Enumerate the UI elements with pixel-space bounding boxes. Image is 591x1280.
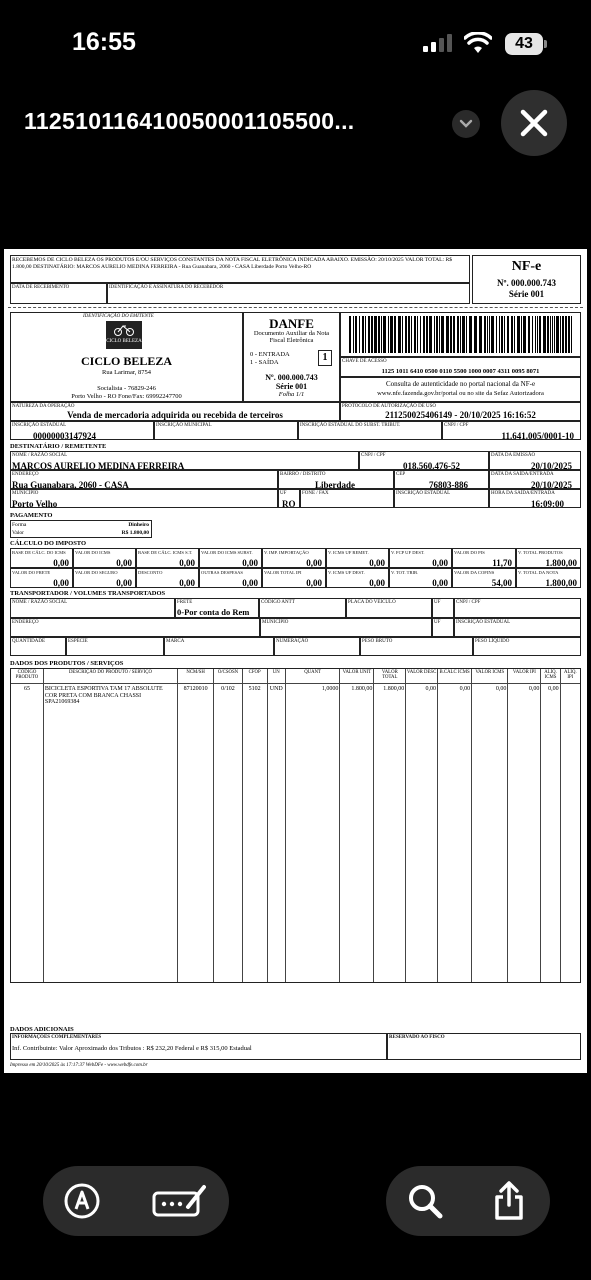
label: ENDEREÇO xyxy=(12,472,39,477)
t-uf2-box xyxy=(432,618,454,637)
emitente-name: CICLO BELEZA xyxy=(80,354,173,368)
table-cell: 1,0000 xyxy=(321,686,339,692)
dest-nome: MARCOS AURELIO MEDINA FERREIRA xyxy=(12,461,185,471)
emitente-address: Rua Larimar, 8754 xyxy=(101,369,152,376)
natureza-operacao: Venda de mercadoria adquirida ou recebida de terceiros xyxy=(67,410,283,420)
table-header: DESCRIÇÃO DO PRODUTO / SERVIÇO xyxy=(44,669,177,684)
t-nome-box xyxy=(10,598,175,618)
signature-icon xyxy=(152,1183,206,1219)
tax-cell xyxy=(389,568,452,588)
tax-value: 0,00 xyxy=(242,578,258,588)
t-pb-box xyxy=(360,637,473,656)
table-column xyxy=(561,669,580,982)
t-frete-box xyxy=(175,598,259,618)
fone-box xyxy=(300,489,394,508)
identificacao-box xyxy=(107,283,470,304)
label: V. TOTAL PRODUTOS xyxy=(518,550,563,555)
label: FRETE xyxy=(177,600,193,605)
chave-acesso: 1125 1011 6410 0500 0110 5500 1000 0007 4311 0095 8071 xyxy=(381,368,540,375)
tax-value: 0,00 xyxy=(369,578,385,588)
label: V. IMP. IMPORTAÇÃO xyxy=(264,550,309,555)
table-cell: 87120010 xyxy=(183,686,208,692)
tax-cell xyxy=(199,568,262,588)
table-column xyxy=(406,669,438,982)
table-column xyxy=(44,669,178,982)
nfe-label: NF-e xyxy=(511,259,542,274)
label: VALOR DA COFINS xyxy=(454,570,495,575)
t-ie-box xyxy=(454,618,581,637)
label: PROTOCOLO DE AUTORIZAÇÃO DE USO xyxy=(342,404,436,409)
tax-value: 0,00 xyxy=(306,578,322,588)
label: INSCRIÇÃO ESTADUAL DO SUBST. TRIBUT. xyxy=(300,423,401,428)
tax-value: 0,00 xyxy=(432,578,448,588)
table-column xyxy=(286,669,341,982)
data-saida: 20/10/2025 xyxy=(530,480,572,490)
tax-value: 0,00 xyxy=(369,558,385,568)
t-marca-box xyxy=(164,637,274,656)
nfe-number: Nº. 000.000.743 xyxy=(497,278,556,288)
label: V. FCP UF DEST. xyxy=(391,550,425,555)
close-button[interactable] xyxy=(501,90,567,156)
section-title: TRANSPORTADOR / VOLUMES TRANSPORTADOS xyxy=(10,590,166,597)
table-header: VALOR TOTAL xyxy=(374,669,405,684)
table-cell: UND xyxy=(269,686,283,692)
label: ENDEREÇO xyxy=(12,620,39,625)
label: DATA DA EMISSÃO xyxy=(491,453,536,458)
tax-cell xyxy=(10,568,73,588)
table-cell: 0,00 xyxy=(495,686,507,692)
label: INSCRIÇÃO ESTADUAL xyxy=(456,620,511,625)
title-menu-button[interactable] xyxy=(452,110,480,138)
dest-cpf-box xyxy=(359,451,489,470)
file-title[interactable]: 112510116410050001105500... xyxy=(24,108,355,134)
tax-cell xyxy=(389,548,452,568)
tax-cell xyxy=(326,548,389,568)
t-uf-box xyxy=(432,598,454,618)
uf: RO xyxy=(282,499,296,509)
label: NUMERAÇÃO xyxy=(276,639,309,644)
fisco-box xyxy=(387,1033,581,1060)
tax-cell xyxy=(262,548,326,568)
entrada-label: 0 - ENTRADA xyxy=(250,351,290,358)
label: DESCONTO xyxy=(138,570,163,575)
table-column xyxy=(472,669,508,982)
t-esp-box xyxy=(66,637,164,656)
label: FONE / FAX xyxy=(302,491,329,496)
label: VALOR TOTAL IPI xyxy=(264,570,302,575)
chevron-down-icon xyxy=(459,119,473,129)
search-icon xyxy=(407,1183,443,1219)
dest-nome-box xyxy=(10,451,359,470)
label: UF xyxy=(280,491,287,496)
tax-value: 0,00 xyxy=(53,578,69,588)
table-header: ALÍQ. IPI xyxy=(561,669,580,684)
label: RESERVADO AO FISCO xyxy=(389,1035,445,1040)
bairro-box xyxy=(278,470,394,489)
municipio-box xyxy=(10,489,278,508)
table-header: VALOR UNIT xyxy=(340,669,373,684)
data-recebimento-box xyxy=(10,283,107,304)
table-header: CFOP xyxy=(243,669,267,684)
emissao-box xyxy=(489,451,581,470)
label: DATA DE RECEBIMENTO xyxy=(12,285,70,290)
table-column xyxy=(340,669,374,982)
table-cell: 1.800,00 xyxy=(383,686,405,692)
label: VALOR DO ICMS xyxy=(75,550,111,555)
label: NOME / RAZÃO SOCIAL xyxy=(12,600,68,605)
tax-cell xyxy=(73,548,136,568)
label: UF xyxy=(434,620,441,625)
table-column xyxy=(374,669,406,982)
table-cell: 0,00 xyxy=(528,686,540,692)
section-title: DADOS ADICIONAIS xyxy=(10,1026,74,1033)
label: NATUREZA DA OPERAÇÃO xyxy=(12,404,75,409)
label: HORA DA SAÍDA/ENTRADA xyxy=(491,491,555,496)
table-column xyxy=(11,669,44,982)
close-icon xyxy=(520,109,548,137)
table-cell: 0,00 xyxy=(425,686,437,692)
consulta-text: Consulta de autenticidade no portal nacional da NF-e xyxy=(385,380,536,388)
label: BAIRRO / DISTRITO xyxy=(280,472,326,477)
tax-cell xyxy=(452,548,516,568)
label: CEP xyxy=(396,472,406,477)
label: MARCA xyxy=(166,639,185,644)
table-column xyxy=(541,669,560,982)
protocolo: 211250025406149 - 20/10/2025 16:16:52 xyxy=(385,410,536,420)
table-header: VALOR ICMS xyxy=(472,669,507,684)
im-box xyxy=(154,421,298,440)
battery-indicator: 43 xyxy=(505,33,543,55)
label: MUNICÍPIO xyxy=(12,491,39,496)
frete: 0-Por conta do Rem xyxy=(177,607,250,617)
data-emissao: 20/10/2025 xyxy=(530,461,572,471)
t-pl-box xyxy=(473,637,581,656)
tax-value: 0,00 xyxy=(306,558,322,568)
emitente-phone: Porto Velho - RO Fone/Fax: 69992247700 xyxy=(71,393,182,400)
uf-box xyxy=(278,489,300,508)
label: ESPÉCIE xyxy=(68,639,88,644)
table-header: QUANT xyxy=(286,669,340,684)
tipo-operacao: 1 xyxy=(318,350,332,366)
danfe-subtitle: Fiscal Eletrônica xyxy=(269,337,314,344)
nfe-serie: Série 001 xyxy=(508,289,545,299)
label: INSCRIÇÃO ESTADUAL xyxy=(12,423,67,428)
products-table xyxy=(10,668,581,983)
table-column xyxy=(178,669,214,982)
cep-box xyxy=(394,470,489,489)
emitente-bairro: Socialista - 76829-246 xyxy=(97,385,156,392)
table-column xyxy=(268,669,286,982)
label: PESO LÍQUIDO xyxy=(475,639,510,644)
label: V. TOT. TRIB. xyxy=(391,570,419,575)
label: UF xyxy=(434,600,441,605)
table-cell: 0,00 xyxy=(459,686,471,692)
barcode xyxy=(349,316,574,353)
markup-button[interactable] xyxy=(53,1172,111,1230)
tax-value: 0,00 xyxy=(116,578,132,588)
table-cell: 65 xyxy=(23,686,30,692)
info-box xyxy=(10,1033,387,1060)
table-header: VALOR IPI xyxy=(508,669,540,684)
hora-box xyxy=(489,489,581,508)
cnpj-box xyxy=(442,421,581,440)
label: V. ICMS UF REMET. xyxy=(328,550,369,555)
tax-value: 1.800,00 xyxy=(545,558,577,568)
ie-box xyxy=(10,421,154,440)
clock: 16:55 xyxy=(72,28,136,56)
nfe-box xyxy=(472,255,581,304)
table-column xyxy=(243,669,268,982)
label: V. TOTAL DA NOTA xyxy=(518,570,559,575)
receipt-text-box xyxy=(10,255,470,283)
tax-cell xyxy=(452,568,516,588)
tax-cell xyxy=(73,568,136,588)
barcode-box xyxy=(340,312,581,357)
share-button[interactable] xyxy=(480,1172,538,1230)
t-num-box xyxy=(274,637,360,656)
label: V. ICMS UF DEST. xyxy=(328,570,365,575)
section-title: DESTINATÁRIO / REMETENTE xyxy=(10,443,107,450)
ie-dest-box xyxy=(394,489,489,508)
bicycle-icon xyxy=(114,324,134,336)
label: MUNICÍPIO xyxy=(262,620,289,625)
label: Forma xyxy=(12,522,27,528)
emitente-box xyxy=(10,312,243,402)
danfe-box xyxy=(243,312,340,402)
inscricao-estadual: 00000003147924 xyxy=(33,431,96,441)
section-title: CÁLCULO DO IMPOSTO xyxy=(10,540,87,547)
share-icon xyxy=(492,1181,526,1221)
label: DATA DA SAÍDA/ENTRADA xyxy=(491,472,554,477)
label: PLACA DO VEÍCULO xyxy=(348,600,396,605)
t-mun-box xyxy=(260,618,432,637)
table-cell: 0/102 xyxy=(221,686,235,692)
tax-value: 11,70 xyxy=(492,558,512,568)
pagamento-forma: Dinheiro xyxy=(128,522,149,528)
dest-cpf: 018.560.476-52 xyxy=(403,461,460,471)
table-cell: BICICLETA ESPORTIVA TAM 17 ABSOLUTE COR PRETA COM BRANCA CHASSI SPA21069384 xyxy=(44,686,163,705)
ie-st-box xyxy=(298,421,442,440)
label: VALOR DO PIS xyxy=(454,550,485,555)
label: Valor xyxy=(12,530,24,536)
dest-endereco: Rua Guanabara, 2060 - CASA xyxy=(12,480,129,490)
label: IDENTIFICAÇÃO E ASSINATURA DO RECEBEDOR xyxy=(109,285,224,290)
table-column xyxy=(438,669,472,982)
t-end-box xyxy=(10,618,260,637)
protocolo-box xyxy=(340,402,581,421)
cep: 76803-886 xyxy=(429,480,468,490)
emitente-logo xyxy=(106,321,142,349)
label: CNPJ / CPF xyxy=(361,453,386,458)
t-qtd-box xyxy=(10,637,66,656)
label: CÓDIGO ANTT xyxy=(261,600,295,605)
tax-value: 0,00 xyxy=(179,558,195,568)
tax-value: 0,00 xyxy=(116,558,132,568)
tax-cell xyxy=(262,568,326,588)
info-complementares: Inf. Contribuinte: Valor Aproximado dos Tributos : R$ 232,20 Federal e R$ 315,00 Estadual xyxy=(12,1045,252,1052)
tax-cell xyxy=(199,548,262,568)
tax-cell xyxy=(136,548,199,568)
label: NOME / RAZÃO SOCIAL xyxy=(12,453,68,458)
table-cell: 0,00 xyxy=(548,686,559,692)
label: CNPJ / CPF xyxy=(444,423,469,428)
chave-box xyxy=(340,357,581,377)
table-header: O/CSOSN xyxy=(214,669,241,684)
danfe-subtitle: Documento Auxiliar da Nota xyxy=(253,330,330,337)
tax-value: 0,00 xyxy=(53,558,69,568)
tax-value: 1.800,00 xyxy=(545,578,577,588)
danfe-serie: Série 001 xyxy=(275,382,308,391)
t-antt-box xyxy=(259,598,346,618)
label: PESO BRUTO xyxy=(362,639,393,644)
dest-end-box xyxy=(10,470,278,489)
label: CNPJ / CPF xyxy=(456,600,481,605)
tax-value: 0,00 xyxy=(432,558,448,568)
label: VALOR DO FRETE xyxy=(12,570,51,575)
folha: Folha 1/1 xyxy=(278,391,305,398)
cellular-signal-icon xyxy=(423,34,453,52)
status-bar xyxy=(0,0,591,90)
table-column xyxy=(214,669,242,982)
danfe-title: DANFE xyxy=(269,316,314,331)
label: INFORMAÇÕES COMPLEMENTARES xyxy=(12,1035,102,1040)
label: CHAVE DE ACESSO xyxy=(342,359,387,364)
table-header: UN xyxy=(268,669,285,684)
pagamento-box xyxy=(10,520,152,538)
cut-line xyxy=(8,307,583,308)
table-column xyxy=(508,669,541,982)
saida-box xyxy=(489,470,581,489)
tax-cell xyxy=(516,568,581,588)
tax-value: 0,00 xyxy=(242,558,258,568)
logo-text: CICLO BELEZA xyxy=(106,339,142,344)
tax-value: 54,00 xyxy=(491,578,512,588)
table-header: B.CÁLC ICMS xyxy=(438,669,471,684)
table-header: CÓDIGO PRODUTO xyxy=(11,669,43,684)
bairro: Liberdade xyxy=(315,480,356,490)
label: OUTRAS DESPESAS xyxy=(201,570,243,575)
danfe-number: Nº. 000.000.743 xyxy=(265,373,318,382)
tax-cell xyxy=(10,548,73,568)
impresso-footer: Impresso em 20/10/2025 às 17:17:37 WebDFe - www.webdfe.com.br xyxy=(10,1063,148,1068)
municipio: Porto Velho xyxy=(12,499,58,509)
cnpj: 11.641.005/0001-10 xyxy=(501,431,574,441)
section-title: PAGAMENTO xyxy=(10,512,53,519)
consulta-box xyxy=(340,377,581,402)
tax-cell xyxy=(326,568,389,588)
table-cell: 5102 xyxy=(248,686,261,692)
label: IDENTIFICAÇÃO DO EMITENTE xyxy=(83,314,154,319)
tax-value: 0,00 xyxy=(179,578,195,588)
label: QUANTIDADE xyxy=(12,639,46,644)
signature-button[interactable] xyxy=(150,1172,208,1230)
tax-cell xyxy=(516,548,581,568)
saida-label: 1 - SAÍDA xyxy=(250,359,279,366)
t-placa-box xyxy=(346,598,432,618)
tax-cell xyxy=(136,568,199,588)
label: INSCRIÇÃO ESTADUAL xyxy=(396,491,451,496)
table-header: ALÍQ. ICMS xyxy=(541,669,559,684)
natureza-box xyxy=(10,402,340,421)
pagamento-valor: R$ 1.800,00 xyxy=(121,530,149,536)
label: VALOR DO ICMS SUBST. xyxy=(201,550,253,555)
search-button[interactable] xyxy=(396,1172,454,1230)
table-header: NCM/SH xyxy=(178,669,213,684)
receipt-text: RECEBEMOS DE CICLO BELEZA OS PRODUTOS E/OU SERVIÇOS CONSTANTES DA NOTA FISCAL ELETRÔNICA INDICADA ABAIXO. EMISSÃO: 20/10/2025 VALOR TOTAL: R$ 1.800,00 DESTINATÁRIO: MARCOS AURELIO MEDINA FERREIRA - Rua Guanabara, 2060 - CASA Liberdade Porto Velho-RO xyxy=(12,257,453,270)
label: INSCRIÇÃO MUNICIPAL xyxy=(156,423,212,428)
table-header: VALOR DESC xyxy=(406,669,437,684)
label: VALOR DO SEGURO xyxy=(75,570,118,575)
hora-saida: 16:09:00 xyxy=(531,499,564,509)
label: BASE DE CÁLC. ICMS S.T. xyxy=(138,550,193,555)
wifi-icon xyxy=(464,32,492,54)
section-title: DADOS DOS PRODUTOS / SERVIÇOS xyxy=(10,660,124,667)
markup-pen-icon xyxy=(63,1182,101,1220)
danfe-document xyxy=(4,249,587,1073)
label: BASE DE CÁLC. DO ICMS xyxy=(12,550,66,555)
table-cell: 1.800,00 xyxy=(351,686,373,692)
consulta-url: www.nfe.fazenda.gov.br/portal ou no site da Sefaz Autorizadora xyxy=(377,390,544,397)
t-cnpj-box xyxy=(454,598,581,618)
